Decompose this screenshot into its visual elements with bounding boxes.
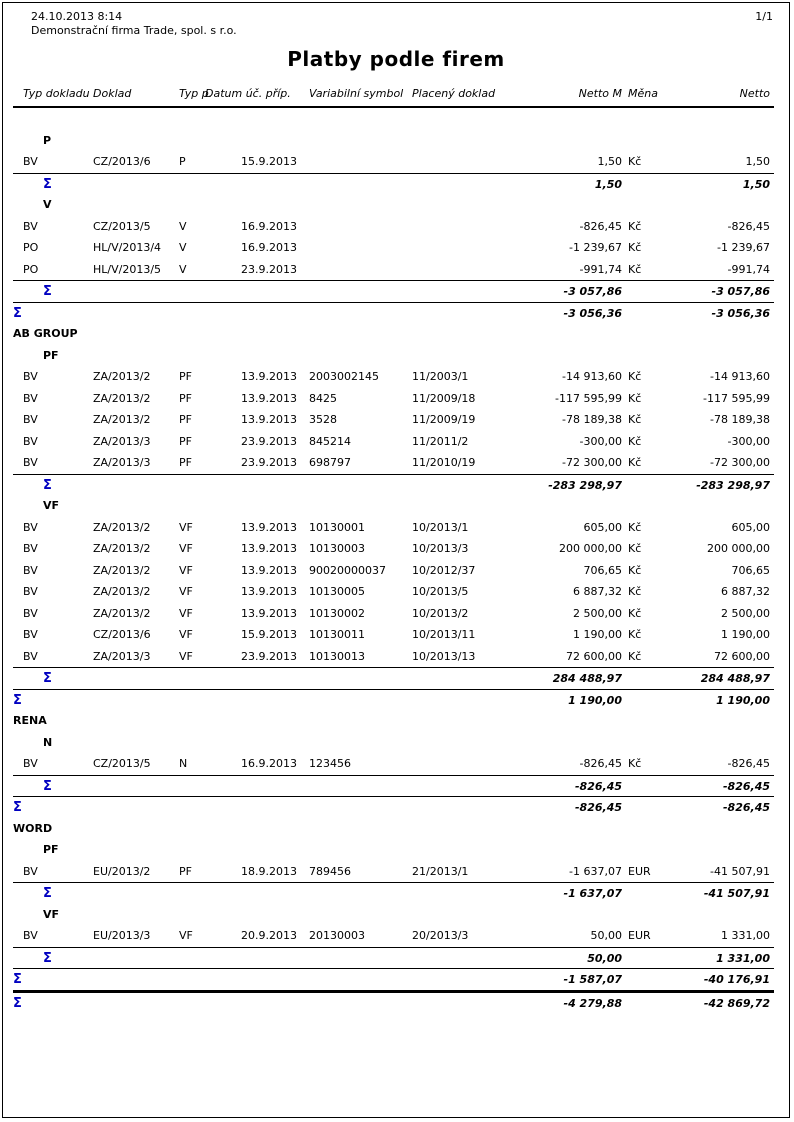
cell-paid-document: 11/2009/18 [412, 391, 476, 405]
cell-currency: Kč [628, 542, 642, 555]
table-row [13, 560, 774, 582]
cell-netto-m: -1 637,07 [569, 864, 622, 878]
cell-date: 13.9.2013 [241, 563, 297, 577]
cell-date: 16.9.2013 [241, 757, 297, 770]
company-name-header: Demonstrační firma Trade, spol. s r.o. [31, 24, 237, 37]
cell-netto-m: 1,50 [597, 155, 622, 168]
cell-doc-type: BV [23, 585, 38, 598]
column-header-mena: Měna [628, 87, 658, 100]
total-netto-m: 1 190,00 [568, 693, 622, 707]
cell-payment-type: VF [179, 628, 193, 641]
cell-payment-type: PF [179, 456, 192, 469]
cell-variable-symbol: 3528 [309, 413, 337, 426]
cell-payment-type: V [179, 219, 187, 233]
cell-currency: Kč [628, 391, 642, 405]
company-total-row [13, 796, 774, 818]
total-netto-m: -1 637,07 [563, 887, 622, 900]
cell-currency: Kč [628, 219, 642, 233]
cell-doc-number: ZA/2013/2 [93, 413, 151, 426]
table-row [13, 431, 774, 453]
cell-netto: 72 600,00 [714, 649, 770, 663]
cell-variable-symbol: 10130001 [309, 520, 365, 534]
table-row [13, 517, 774, 539]
cell-currency: Kč [628, 370, 642, 383]
cell-doc-number: ZA/2013/2 [93, 520, 151, 534]
cell-netto-m: -300,00 [579, 434, 622, 448]
total-netto: -41 507,91 [703, 887, 770, 900]
company-total-row [13, 302, 774, 324]
subgroup-total-row [13, 882, 774, 904]
cell-doc-number: CZ/2013/6 [93, 628, 151, 641]
payment-type-label: N [43, 735, 53, 749]
cell-doc-number: CZ/2013/5 [93, 219, 151, 233]
cell-doc-number: HL/V/2013/4 [93, 241, 162, 254]
cell-paid-document: 10/2012/37 [412, 563, 476, 577]
subgroup-total-row [13, 667, 774, 689]
company-row [13, 818, 774, 840]
cell-date: 13.9.2013 [241, 542, 297, 555]
column-header-netto: Netto [739, 87, 770, 100]
cell-payment-type: V [179, 241, 187, 254]
cell-variable-symbol: 789456 [309, 864, 351, 878]
page-header [31, 10, 237, 38]
cell-payment-type: VF [179, 649, 193, 663]
cell-currency: Kč [628, 262, 642, 276]
table-row [13, 603, 774, 625]
cell-date: 15.9.2013 [241, 628, 297, 641]
total-netto: 1 190,00 [716, 693, 770, 707]
cell-date: 16.9.2013 [241, 219, 297, 233]
total-netto: -3 056,36 [711, 306, 770, 320]
total-netto: -40 176,91 [703, 973, 770, 986]
payment-type-row [13, 839, 774, 861]
total-netto: -826,45 [722, 801, 770, 814]
cell-currency: Kč [628, 585, 642, 598]
cell-paid-document: 10/2013/11 [412, 628, 476, 641]
table-row [13, 259, 774, 281]
sigma-icon: Σ [13, 305, 22, 321]
table-row [13, 538, 774, 560]
column-header-row [13, 87, 774, 108]
company-name: RENA [13, 714, 47, 727]
cell-variable-symbol: 10130003 [309, 542, 365, 555]
payment-type-row [13, 194, 774, 216]
column-header-typ-p: Typ p. [179, 87, 213, 100]
cell-netto-m: 706,65 [583, 563, 622, 577]
cell-doc-type: BV [23, 391, 38, 405]
cell-doc-number: ZA/2013/2 [93, 370, 151, 383]
cell-doc-number: ZA/2013/3 [93, 649, 151, 663]
table-row [13, 216, 774, 238]
cell-netto: 2 500,00 [721, 606, 770, 620]
cell-netto-m: -826,45 [579, 219, 622, 233]
cell-netto-m: 50,00 [590, 929, 622, 942]
cell-currency: Kč [628, 520, 642, 534]
payment-type-row [13, 345, 774, 367]
cell-doc-number: ZA/2013/3 [93, 434, 151, 448]
total-netto-m: 284 488,97 [552, 672, 622, 685]
payment-type-label: PF [43, 843, 59, 856]
cell-doc-type: BV [23, 864, 38, 878]
cell-netto: -826,45 [727, 757, 770, 770]
cell-doc-type: BV [23, 563, 38, 577]
cell-payment-type: PF [179, 370, 192, 383]
cell-variable-symbol: 10130002 [309, 606, 365, 620]
sigma-icon: Σ [13, 995, 22, 1011]
cell-date: 13.9.2013 [241, 520, 297, 534]
column-header-placeny-doklad: Placený doklad [412, 87, 496, 100]
cell-payment-type: VF [179, 542, 193, 555]
company-name: AB GROUP [13, 327, 78, 340]
cell-doc-number: ZA/2013/2 [93, 542, 151, 555]
cell-date: 18.9.2013 [241, 864, 297, 878]
payment-type-row [13, 904, 774, 926]
table-row [13, 388, 774, 410]
cell-payment-type: PF [179, 391, 192, 405]
table-row [13, 646, 774, 668]
cell-variable-symbol: 90020000037 [309, 563, 386, 577]
company-total-row [13, 968, 774, 990]
cell-doc-number: ZA/2013/2 [93, 606, 151, 620]
cell-netto: -78 189,38 [710, 413, 770, 426]
cell-netto-m: 2 500,00 [573, 606, 622, 620]
cell-netto: -117 595,99 [703, 391, 770, 405]
payment-type-label: PF [43, 348, 59, 362]
cell-paid-document: 10/2013/3 [412, 542, 469, 555]
total-netto-m: 50,00 [587, 951, 622, 965]
cell-date: 13.9.2013 [241, 413, 297, 426]
cell-payment-type: VF [179, 585, 193, 598]
cell-paid-document: 10/2013/13 [412, 649, 476, 663]
total-netto-m: -3 056,36 [563, 306, 622, 320]
cell-netto: -41 507,91 [710, 864, 770, 878]
cell-netto-m: -117 595,99 [555, 391, 622, 405]
cell-currency: Kč [628, 241, 642, 254]
cell-variable-symbol: 8425 [309, 391, 337, 405]
cell-date: 23.9.2013 [241, 434, 297, 448]
cell-paid-document: 10/2013/2 [412, 606, 469, 620]
total-netto-m: 1,50 [594, 177, 622, 191]
payment-type-row [13, 130, 774, 152]
cell-date: 16.9.2013 [241, 241, 297, 254]
report-table [13, 87, 774, 1011]
cell-netto: -300,00 [727, 434, 770, 448]
subgroup-total-row [13, 947, 774, 969]
cell-paid-document: 11/2009/19 [412, 413, 476, 426]
cell-doc-type: BV [23, 606, 38, 620]
cell-date: 13.9.2013 [241, 585, 297, 598]
cell-netto: 1 331,00 [721, 929, 770, 942]
cell-variable-symbol: 20130003 [309, 929, 365, 942]
total-netto: -42 869,72 [703, 996, 770, 1010]
cell-paid-document: 11/2003/1 [412, 370, 469, 383]
cell-currency: Kč [628, 757, 642, 770]
cell-currency: Kč [628, 155, 642, 168]
cell-payment-type: VF [179, 929, 193, 942]
sigma-icon: Σ [43, 778, 52, 794]
cell-paid-document: 11/2010/19 [412, 456, 476, 469]
table-row [13, 925, 774, 947]
cell-variable-symbol: 845214 [309, 434, 351, 448]
cell-payment-type: VF [179, 606, 193, 620]
payment-type-label: VF [43, 499, 60, 512]
company-row [13, 108, 774, 130]
report-page [2, 2, 790, 1118]
cell-netto-m: -826,45 [579, 757, 622, 770]
payment-type-label: V [43, 198, 52, 211]
cell-doc-type: BV [23, 520, 38, 534]
company-row [13, 710, 774, 732]
payment-type-row [13, 495, 774, 517]
total-netto: -826,45 [722, 779, 770, 793]
cell-payment-type: V [179, 262, 187, 276]
total-netto-m: -283 298,97 [548, 478, 622, 492]
cell-paid-document: 11/2011/2 [412, 434, 469, 448]
total-netto: -283 298,97 [696, 478, 770, 492]
cell-netto-m: 200 000,00 [559, 542, 622, 555]
cell-netto: 1 190,00 [721, 628, 770, 641]
payment-type-row [13, 732, 774, 754]
cell-doc-type: BV [23, 542, 38, 555]
total-netto: 284 488,97 [700, 672, 770, 685]
company-total-row [13, 689, 774, 711]
cell-variable-symbol: 698797 [309, 456, 351, 469]
cell-date: 13.9.2013 [241, 391, 297, 405]
subgroup-total-row [13, 775, 774, 797]
total-netto-m: -826,45 [574, 779, 622, 793]
cell-date: 23.9.2013 [241, 262, 297, 276]
sigma-icon: Σ [43, 284, 52, 299]
cell-netto: -991,74 [727, 262, 770, 276]
subgroup-total-row [13, 474, 774, 496]
cell-date: 20.9.2013 [241, 929, 297, 942]
print-datetime: 24.10.2013 8:14 [31, 10, 123, 23]
table-row [13, 452, 774, 474]
cell-paid-document: 21/2013/1 [412, 864, 469, 878]
cell-doc-type: BV [23, 413, 38, 426]
total-netto-m: -3 057,86 [563, 285, 622, 298]
table-row [13, 861, 774, 883]
cell-netto-m: -72 300,00 [562, 456, 622, 469]
table-row [13, 366, 774, 388]
cell-netto: -72 300,00 [710, 456, 770, 469]
column-header-typ-dokladu: Typ dokladu [23, 87, 90, 100]
cell-doc-type: BV [23, 456, 38, 469]
cell-doc-type: BV [23, 649, 38, 663]
cell-payment-type: P [179, 155, 186, 168]
cell-variable-symbol: 123456 [309, 757, 351, 770]
cell-netto: -826,45 [727, 219, 770, 233]
cell-currency: Kč [628, 434, 642, 448]
cell-doc-type: PO [23, 241, 39, 254]
cell-doc-number: HL/V/2013/5 [93, 262, 162, 276]
column-header-variabilni-symbol: Variabilní symbol [309, 87, 404, 100]
cell-variable-symbol: 2003002145 [309, 370, 379, 383]
cell-doc-type: BV [23, 155, 38, 168]
sigma-icon: Σ [13, 972, 22, 987]
table-row [13, 409, 774, 431]
cell-currency: Kč [628, 606, 642, 620]
cell-doc-type: BV [23, 370, 38, 383]
subgroup-total-row [13, 173, 774, 195]
cell-netto-m: -14 913,60 [562, 370, 622, 383]
cell-netto-m: -1 239,67 [569, 241, 622, 254]
company-name: WORD [13, 821, 53, 835]
total-netto-m: -826,45 [574, 801, 622, 814]
column-header-datum: Datum úč. příp. [205, 87, 291, 100]
cell-currency: EUR [628, 864, 651, 878]
cell-currency: Kč [628, 649, 642, 663]
cell-doc-number: EU/2013/3 [93, 929, 151, 942]
cell-netto: 706,65 [731, 563, 770, 577]
cell-date: 13.9.2013 [241, 606, 297, 620]
cell-netto-m: 1 190,00 [573, 628, 622, 641]
cell-date: 23.9.2013 [241, 649, 297, 663]
cell-payment-type: VF [179, 520, 193, 534]
total-netto-m: -4 279,88 [563, 996, 622, 1010]
company-row [13, 323, 774, 345]
cell-payment-type: PF [179, 864, 192, 878]
cell-netto: 6 887,32 [721, 585, 770, 598]
cell-netto: 1,50 [745, 155, 770, 168]
sigma-icon: Σ [13, 800, 22, 815]
sigma-icon: Σ [43, 950, 52, 966]
sigma-icon: Σ [43, 176, 52, 192]
cell-variable-symbol: 10130011 [309, 628, 365, 641]
cell-doc-type: BV [23, 434, 38, 448]
cell-currency: Kč [628, 456, 642, 469]
sigma-icon: Σ [43, 477, 52, 493]
cell-doc-number: CZ/2013/5 [93, 757, 151, 770]
cell-doc-number: EU/2013/2 [93, 864, 151, 878]
total-netto: -3 057,86 [711, 285, 770, 298]
cell-doc-type: BV [23, 929, 38, 942]
total-netto-m: -1 587,07 [563, 973, 622, 986]
cell-netto: 605,00 [731, 520, 770, 534]
grand-total-row [13, 990, 774, 1012]
cell-currency: Kč [628, 413, 642, 426]
cell-paid-document: 20/2013/3 [412, 929, 469, 942]
table-row [13, 753, 774, 775]
cell-payment-type: PF [179, 434, 192, 448]
cell-doc-type: BV [23, 219, 38, 233]
cell-doc-type: PO [23, 262, 39, 276]
payment-type-label: P [43, 133, 52, 147]
cell-doc-number: ZA/2013/3 [93, 456, 151, 469]
cell-paid-document: 10/2013/5 [412, 585, 469, 598]
cell-date: 23.9.2013 [241, 456, 297, 469]
column-header-netto-m: Netto M [578, 87, 622, 100]
cell-netto: -1 239,67 [717, 241, 770, 254]
cell-currency: EUR [628, 929, 651, 942]
cell-doc-type: BV [23, 757, 38, 770]
cell-doc-type: BV [23, 628, 38, 641]
cell-payment-type: PF [179, 413, 192, 426]
cell-doc-number: CZ/2013/6 [93, 155, 151, 168]
table-row [13, 624, 774, 646]
cell-variable-symbol: 10130005 [309, 585, 365, 598]
cell-netto-m: 6 887,32 [573, 585, 622, 598]
cell-netto-m: -991,74 [579, 262, 622, 276]
payment-type-label: VF [43, 907, 60, 921]
cell-doc-number: ZA/2013/2 [93, 585, 151, 598]
sigma-icon: Σ [13, 692, 22, 708]
report-title: Platby podle firem [287, 47, 505, 71]
total-netto: 1 331,00 [716, 951, 770, 965]
page-number: 1/1 [755, 10, 773, 23]
cell-doc-number: ZA/2013/2 [93, 563, 151, 577]
cell-variable-symbol: 10130013 [309, 649, 365, 663]
cell-date: 15.9.2013 [241, 155, 297, 168]
cell-payment-type: N [179, 757, 188, 770]
table-row [13, 237, 774, 259]
subgroup-total-row [13, 280, 774, 302]
column-header-doklad: Doklad [93, 87, 132, 100]
cell-netto-m: 72 600,00 [566, 649, 622, 663]
cell-paid-document: 10/2013/1 [412, 520, 469, 534]
sigma-icon: Σ [43, 886, 52, 901]
cell-payment-type: VF [179, 563, 193, 577]
sigma-icon: Σ [43, 671, 52, 686]
table-body [13, 108, 774, 1011]
cell-currency: Kč [628, 563, 642, 577]
cell-netto-m: 605,00 [583, 520, 622, 534]
table-row [13, 581, 774, 603]
cell-netto-m: -78 189,38 [562, 413, 622, 426]
cell-doc-number: ZA/2013/2 [93, 391, 151, 405]
cell-netto: 200 000,00 [707, 542, 770, 555]
table-row [13, 151, 774, 173]
total-netto: 1,50 [742, 177, 770, 191]
cell-currency: Kč [628, 628, 642, 641]
cell-date: 13.9.2013 [241, 370, 297, 383]
cell-netto: -14 913,60 [710, 370, 770, 383]
